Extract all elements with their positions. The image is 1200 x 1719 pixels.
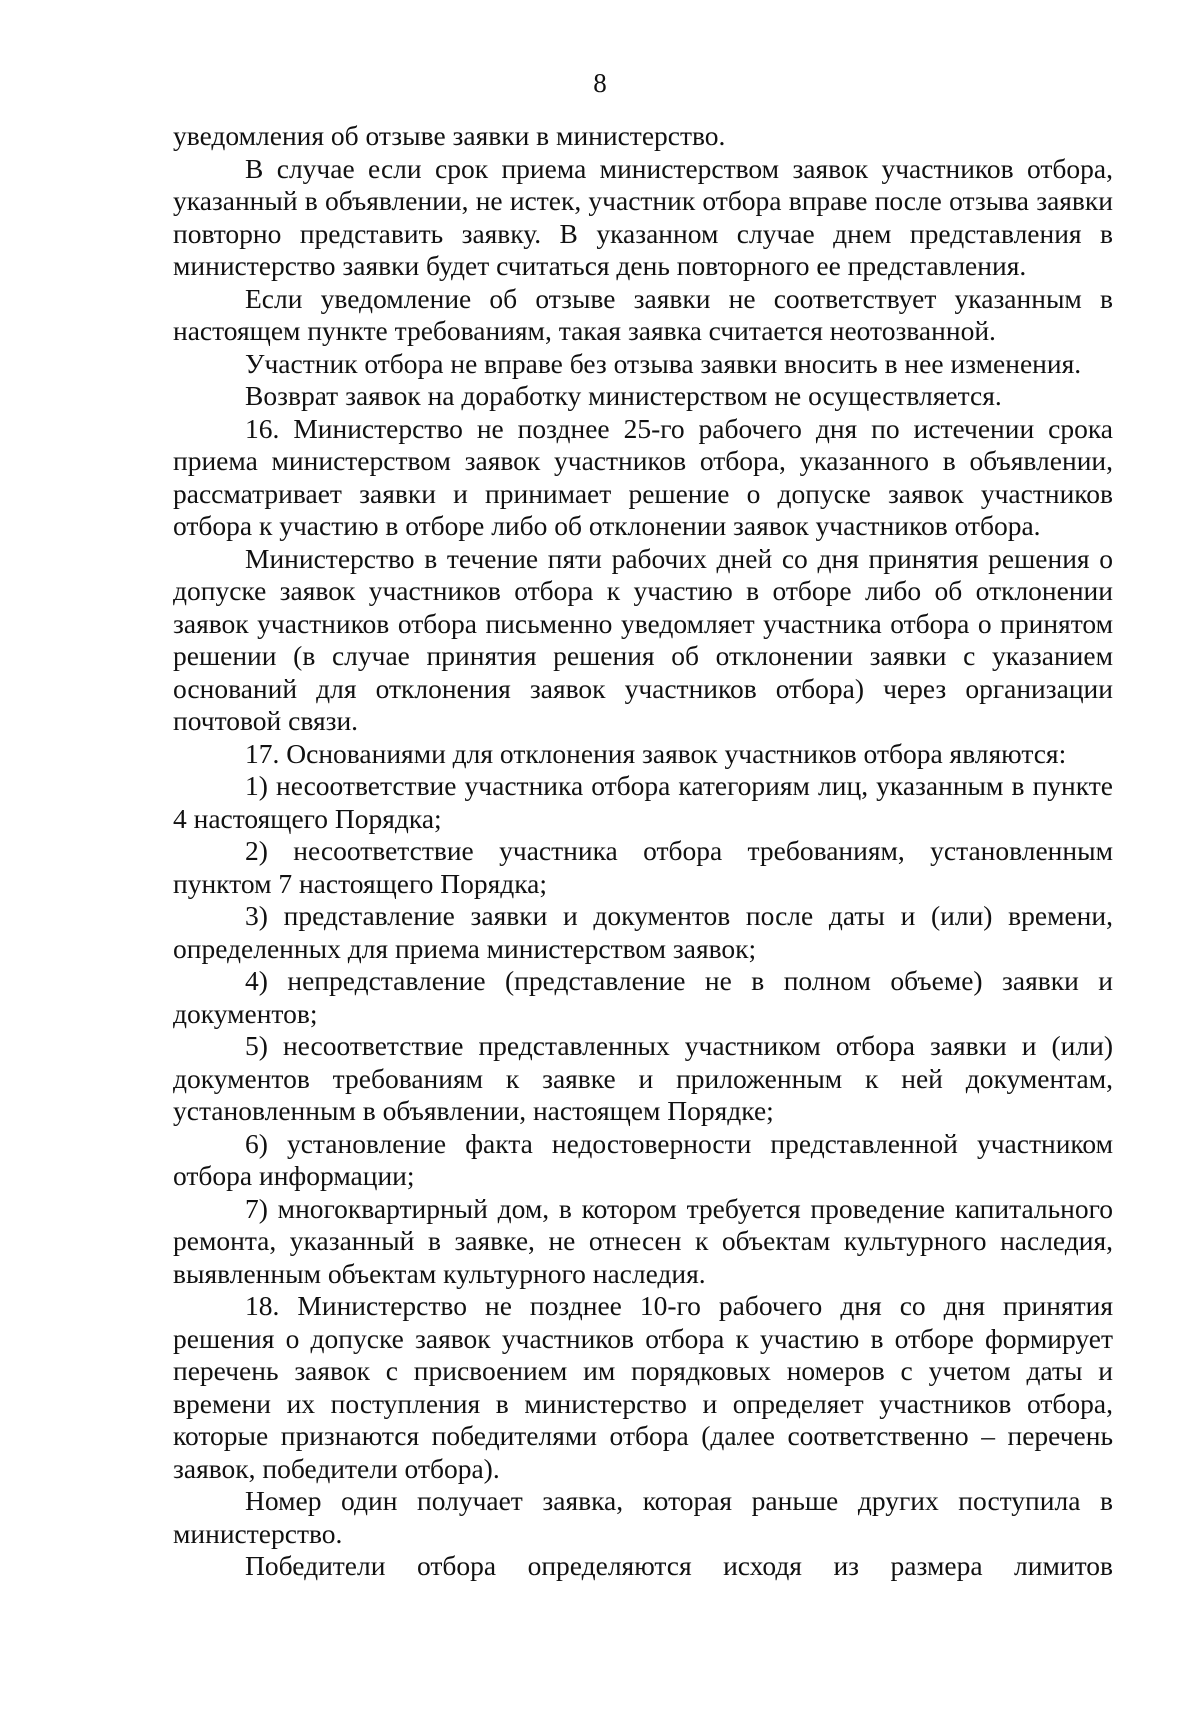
list-item: 5) несоответствие представленных участником отбора заявки и (или) документов требованиям к заявке и приложенным к ней документам, установленным в объявлении, настоящем Порядке; — [173, 1030, 1113, 1126]
list-item: 1) несоответствие участника отбора категориям лиц, указанным в пункте 4 настоящего Порядка; — [173, 770, 1113, 834]
list-item: 7) многоквартирный дом, в котором требуется проведение капитального ремонта, указанный в заявке, не отнесен к объектам культурного наследия, выявленным объектам культурного наследия. — [173, 1192, 1113, 1289]
paragraph: Участник отбора не вправе без отзыва заявки вносить в нее изменения. — [245, 347, 1082, 379]
paragraph: Министерство в течение пяти рабочих дней со дня принятия решения о допуске заявок участников отбора к участию в отборе либо об отклонении заявок участников отбора письменно уведомляет участника отбора о принятом решении (в случае принятия решения об отклонении заявки с указанием оснований для отклонения заявок участников отбора) через организации почтовой связи. — [173, 542, 1113, 736]
list-item: 2) несоответствие участника отбора требованиям, установленным пунктом 7 настоящего Порядка; — [173, 835, 1113, 899]
list-item: 6) установление факта недостоверности представленной участником отбора информации; — [173, 1127, 1113, 1191]
paragraph: Возврат заявок на доработку министерством не осуществляется. — [245, 380, 1002, 411]
paragraph: уведомления об отзыве заявки в министерство. — [173, 120, 726, 151]
paragraph: Если уведомление об отзыве заявки не соответствует указанным в настоящем пункте требованиям, такая заявка считается неотозванной. — [173, 282, 1113, 346]
document-body — [173, 120, 1113, 1583]
paragraph: В случае если срок приема министерством заявок участников отбора, указанный в объявлении, не истек, участник отбора вправе после отзыва заявки повторно представить заявку. В указанном случае днем представления в министерство заявки будет считаться день повторного ее представления. — [173, 152, 1113, 281]
paragraph: 17. Основаниями для отклонения заявок участников отбора являются: — [245, 737, 1067, 769]
list-item: 4) непредставление (представление не в полном объеме) заявки и документов; — [173, 965, 1113, 1029]
paragraph: Победители отбора определяются исходя из размера лимитов — [245, 1550, 1113, 1581]
paragraph: Номер один получает заявка, которая раньше других поступила в министерство. — [173, 1485, 1113, 1549]
list-item: 3) представление заявки и документов после даты и (или) времени, определенных для приема министерством заявок; — [173, 900, 1113, 964]
paragraph: 18. Министерство не позднее 10-го рабочего дня со дня принятия решения о допуске заявок участников отбора к участию в отборе формирует перечень заявок с присвоением им порядковых номеров с учетом даты и времени их поступления в министерство и определяет участников отбора, которые признаются победителями отбора (далее соответственно – перечень заявок, победители отбора). — [173, 1290, 1113, 1484]
page-number: 8 — [593, 68, 607, 98]
paragraph: 16. Министерство не позднее 25-го рабочего дня по истечении срока приема министерством заявок участников отбора, указанного в объявлении, рассматривает заявки и принимает решение о допуске заявок участников отбора к участию в отборе либо об отклонении заявок участников отбора. — [173, 412, 1113, 541]
